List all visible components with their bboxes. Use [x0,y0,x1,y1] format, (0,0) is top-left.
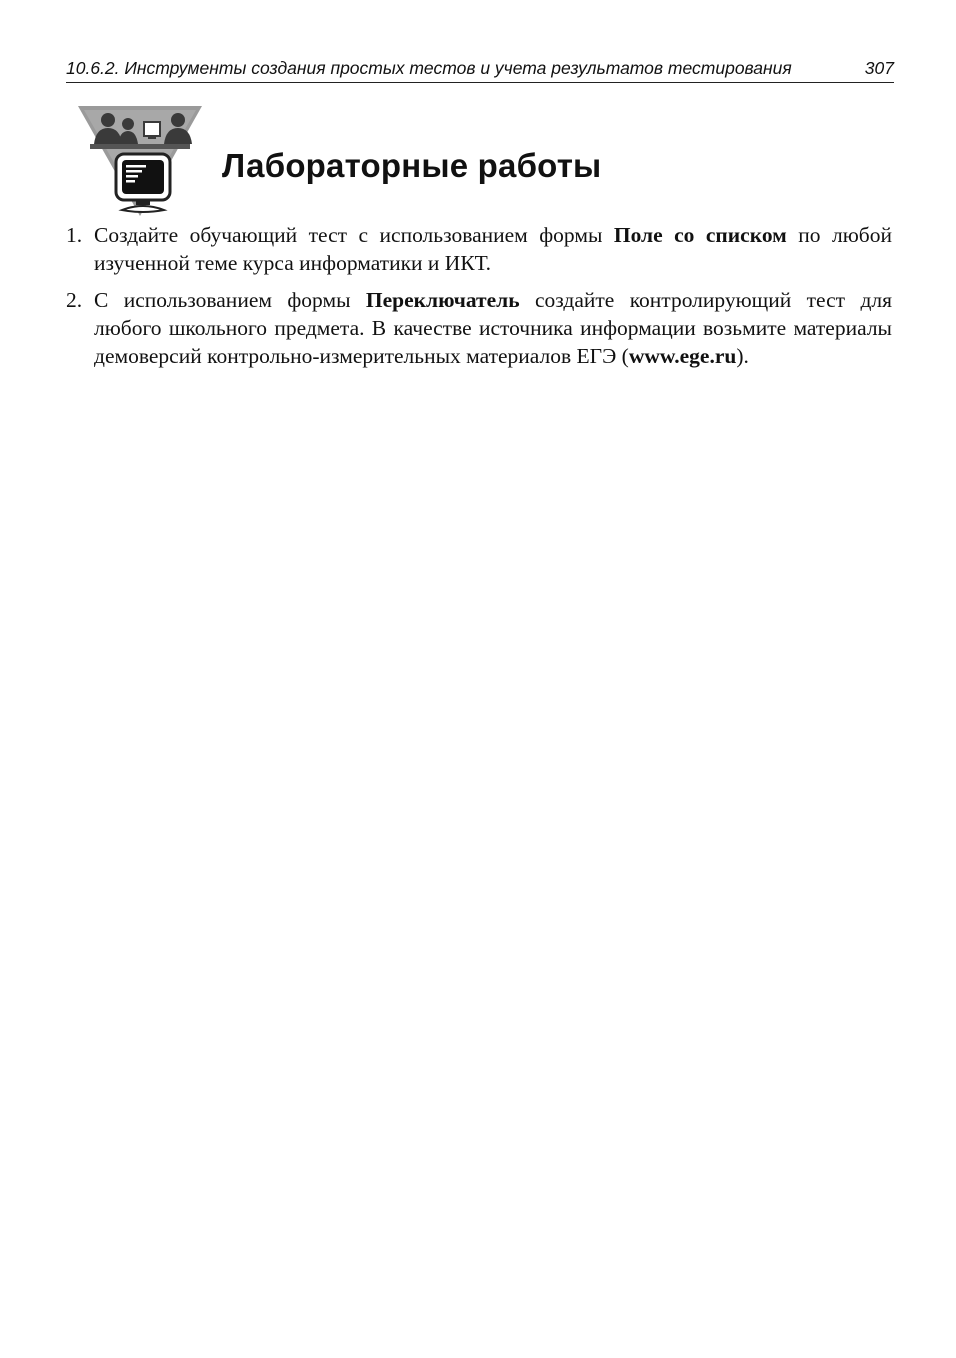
item-text: С использованием формы [94,288,366,312]
header-title: 10.6.2. Инструменты создания простых тестов и учета результатов тестирования [66,58,792,78]
item-bold-term: Переключатель [365,288,520,312]
running-header [66,56,894,83]
task-list [66,221,892,379]
item-text: ). [736,344,749,368]
section-title: Лабораторные работы [222,147,602,184]
item-bold-term: Поле со списком [613,223,787,247]
item-number: 1. [66,223,83,247]
page-number: 307 [864,58,894,78]
item-text: по любой изученной теме курса информатики и ИКТ. [94,223,892,275]
item-text: создайте контролирующий тест для любого школьного предмета. В качестве источника информации возьмите материалы демоверсий контрольно-измерительных материалов ЕГЭ ( [94,288,892,368]
item-link[interactable]: www.ege.ru [628,344,737,368]
item-text: Создайте обучающий тест с использованием формы [94,223,614,247]
list-item [66,286,892,370]
item-number: 2. [66,288,83,312]
list-item [66,221,892,277]
computer-lab-icon [78,104,202,220]
